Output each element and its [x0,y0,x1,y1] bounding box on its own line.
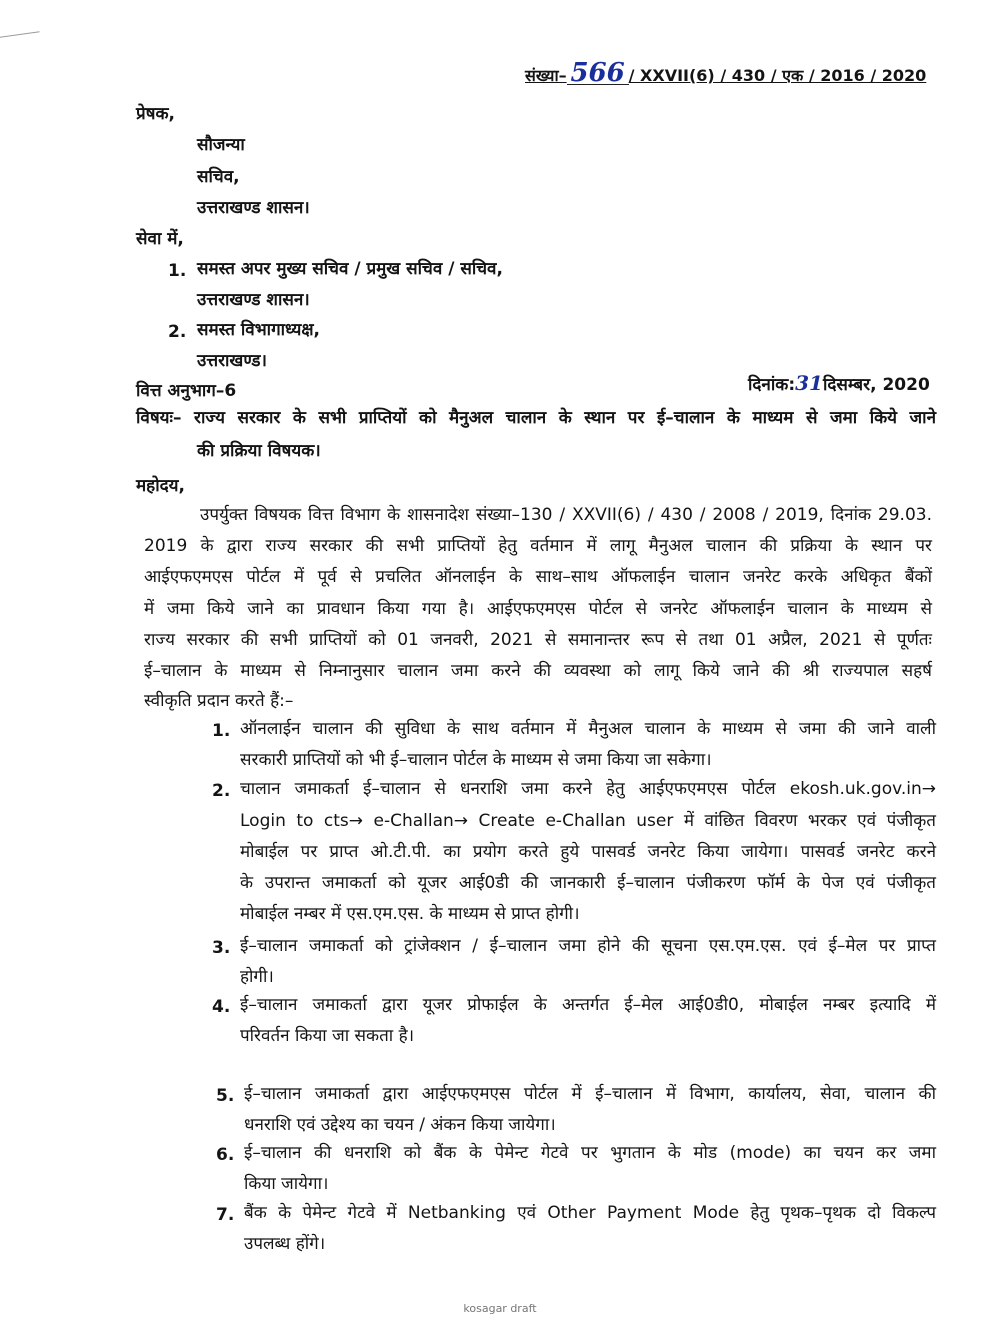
sender-office: उत्तराखण्ड शासन। [197,198,310,218]
subject-label: विषयः– [136,408,182,428]
recipient-line: समस्त अपर मुख्य सचिव / प्रमुख सचिव / सचिव, [197,259,503,279]
recipient-line: उत्तराखण्ड शासन। [197,290,310,310]
recipients-label: सेवा में, [136,229,184,249]
point-line: ई–चालान जमाकर्ता द्वारा आईएफएमएस पोर्टल में ई–चालान में विभाग, कार्यालय, सेवा, चालान की [244,1084,936,1104]
subject-line [136,407,936,429]
sankhya-label: संख्या– [525,66,567,85]
letter-date [748,372,930,396]
sankhya-ref: / XXVII(6) / 430 / एक / 2016 / 2020 [628,66,927,85]
point-number: 5. [216,1086,235,1106]
point-number: 4. [212,997,231,1017]
handwritten-number: 566 [567,62,629,85]
point-number: 6. [216,1145,235,1165]
point-line: ई–चालान जमाकर्ता द्वारा यूजर प्रोफाईल के अन्तर्गत ई–मेल आई0डी0, मोबाईल नम्बर इत्यादि में [240,995,936,1015]
body-line: राज्य सरकार की सभी प्राप्तियों को 01 जनवरी, 2021 से समानान्तर रूप से तथा 01 अप्रैल, 2021 से पूर्णतः [144,630,932,650]
point-line: ई–चालान जमाकर्ता को ट्रांजेक्शन / ई–चालान जमा होने की सूचना एस.एम.एस. एवं ई–मेल पर प्राप्त [240,936,936,956]
handwritten-day: 31 [795,371,823,395]
point-number: 2. [212,781,231,801]
point-number: 7. [216,1205,235,1225]
body-line: उपर्युक्त विषयक वित्त विभाग के शासनादेश संख्या–130 / XXVII(6) / 430 / 2008 / 2019, दिनांक 29.03. [200,505,932,525]
point-number: 1. [212,721,231,741]
point-line: सरकारी प्राप्तियों को भी ई–चालान पोर्टल के माध्यम से जमा किया जा सकेगा। [240,750,712,770]
scan-edge-mark [0,31,40,42]
date-month-year: दिसम्बर, 2020 [822,375,930,395]
sender-name: सौजन्या [197,135,245,155]
body-line: आईएफएमएस पोर्टल में पूर्व से प्रचलित ऑनलाईन के साथ–साथ ऑफलाईन चालान जनरेट करके अधिकृत बैंकों [144,567,932,587]
footer-watermark: kosagar draft [463,1302,537,1315]
recipient-number: 1. [168,261,187,281]
subject-text: राज्य सरकार के सभी प्राप्तियों को मैनुअल चालान के स्थान पर ई–चालान के माध्यम से जमा किये जाने [194,408,936,428]
point-line: बैंक के पेमेन्ट गेटवे में Netbanking एवं Other Payment Mode हेतु पृथक–पृथक दो विकल्प [244,1203,936,1223]
point-line: Login to cts→ e-Challan→ Create e-Challan user में वांछित विवरण भरकर एवं पंजीकृत [240,811,936,831]
reference-number [525,58,927,88]
sender-designation: सचिव, [197,167,240,187]
body-line: 2019 के द्वारा राज्य सरकार की सभी प्राप्तियों हेतु वर्तमान में लागू मैनुअल चालान की प्रक्रिया के स्थान पर [144,536,932,556]
point-line: होगी। [240,967,274,987]
point-line: मोबाईल पर प्राप्त ओ.टी.पी. का प्रयोग करते हुये पासवर्ड जनरेट किया जायेगा। पासवर्ड जनरेट करने [240,842,936,862]
body-line: में जमा किये जाने का प्रावधान किया गया है। आईएफएमएस पोर्टल से जनरेट ऑफलाईन चालान के माध्यम से [144,599,932,619]
recipient-line: समस्त विभागाध्यक्ष, [197,320,320,340]
subject-continuation: की प्रक्रिया विषयक। [197,441,321,461]
point-line: उपलब्ध होंगे। [244,1234,326,1254]
point-line: किया जायेगा। [244,1174,329,1194]
point-line: परिवर्तन किया जा सकता है। [240,1026,415,1046]
point-line: चालान जमाकर्ता ई–चालान से धनराशि जमा करने हेतु आईएफएमएस पोर्टल ekosh.uk.gov.in→ [240,779,936,799]
point-line: धनराशि एवं उद्देश्य का चयन / अंकन किया जायेगा। [244,1115,556,1135]
recipient-line: उत्तराखण्ड। [197,351,267,371]
point-line: के उपरान्त जमाकर्ता को यूजर आई0डी की जानकारी ई–चालान पंजीकरण फॉर्म के पेज एवं पंजीकृत [240,873,936,893]
recipient-number: 2. [168,322,187,342]
point-line: ऑनलाईन चालान की सुविधा के साथ वर्तमान में मैनुअल चालान के माध्यम से जमा की जाने वाली [240,719,936,739]
body-line: स्वीकृति प्रदान करते हैं:– [144,691,294,711]
body-line: ई–चालान के माध्यम से निम्नानुसार चालान जमा करने की व्यवस्था को लागू किये जाने की श्री राज्यपाल सहर्ष [144,661,932,681]
point-number: 3. [212,938,231,958]
salutation: महोदय, [136,476,185,496]
date-label: दिनांक: [748,375,796,395]
section-name: वित्त अनुभाग–6 [136,381,237,401]
sender-label: प्रेषक, [136,104,176,124]
point-line: मोबाईल नम्बर में एस.एम.एस. के माध्यम से प्राप्त होगी। [240,904,580,924]
point-line: ई–चालान की धनराशि को बैंक के पेमेन्ट गेटवे पर भुगतान के मोड (mode) का चयन कर जमा [244,1143,936,1163]
